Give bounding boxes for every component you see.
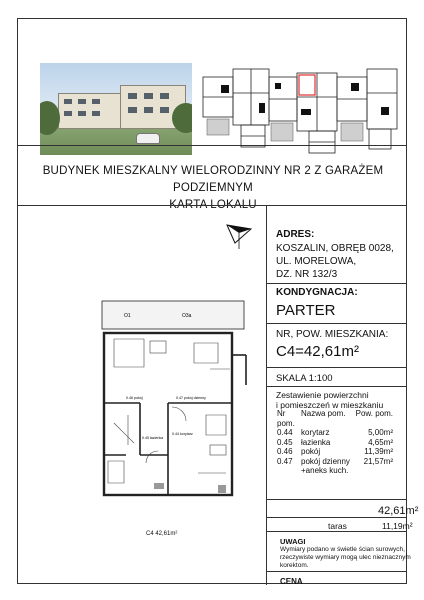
room-number: 0.45 bbox=[277, 437, 293, 447]
room-name-line: +aneks kuch. bbox=[301, 466, 349, 475]
table-header bbox=[276, 409, 394, 428]
room-number: 0.44 bbox=[277, 428, 293, 437]
room-name-line: pokój dzienny bbox=[301, 456, 350, 466]
total-area: 42,61m² bbox=[378, 505, 419, 517]
divider bbox=[266, 531, 406, 532]
building-photo bbox=[40, 63, 192, 155]
unit-label: NR, POW. MIESZKANIA: bbox=[276, 329, 389, 340]
column-header: Nr pom. bbox=[277, 409, 295, 428]
room-name bbox=[300, 457, 353, 476]
divider bbox=[266, 571, 406, 572]
room-area: 11,39m² bbox=[364, 447, 393, 456]
room-label-0-44: 0.44 korytarz bbox=[172, 432, 193, 436]
terrace-label-b: O3a bbox=[182, 313, 192, 319]
table-row bbox=[276, 447, 394, 457]
divider bbox=[266, 499, 406, 500]
document-title: BUDYNEK MIESZKALNY WIELORODZINNY NR 2 Z GARAŻEM PODZIEMNYM bbox=[42, 165, 384, 194]
unit-value: C4=42,61m² bbox=[276, 343, 359, 360]
room-area: 4,65m² bbox=[368, 437, 393, 447]
storey-value: PARTER bbox=[276, 302, 336, 319]
room-number: 0.46 bbox=[277, 447, 293, 456]
room-name: pokój bbox=[301, 447, 321, 456]
notes-text: Wymiary podano w świetle ścian surowych, rzeczywiste wymiary mogą ulec nieznacznym korektom. bbox=[280, 546, 411, 569]
divider bbox=[266, 283, 406, 284]
notes-label: UWAGI bbox=[280, 537, 306, 546]
address-label: ADRES: bbox=[276, 229, 315, 240]
address-line: KOSZALIN, OBRĘB 0028, bbox=[276, 243, 394, 254]
divider bbox=[18, 145, 406, 146]
room-area: 21,57m² bbox=[363, 456, 393, 466]
column-header: Pow. pom. bbox=[355, 409, 393, 418]
terrace-label: taras bbox=[328, 521, 347, 531]
document-subtitle: KARTA LOKALU bbox=[169, 199, 257, 211]
divider bbox=[266, 386, 406, 387]
divider bbox=[266, 367, 406, 368]
column-divider bbox=[266, 205, 267, 585]
table-row bbox=[276, 428, 394, 438]
divider bbox=[18, 205, 406, 206]
terrace-area: 11,19m² bbox=[382, 521, 413, 531]
table-row bbox=[276, 438, 394, 448]
room-label-0-45: 0.45 łazienka bbox=[142, 436, 164, 440]
room-name: korytarz bbox=[301, 428, 330, 437]
room-label-0-46: 0.46 pokój bbox=[126, 396, 143, 400]
table-row bbox=[276, 457, 394, 476]
summary-heading-line: i pomieszczeń w mieszkaniu bbox=[276, 400, 384, 410]
summary-heading-line: Zestawienie powierzchni bbox=[276, 390, 369, 400]
divider bbox=[266, 517, 406, 518]
divider bbox=[266, 323, 406, 324]
scale-label: SKALA 1:100 bbox=[276, 373, 333, 384]
storey-label: KONDYGNACJA: bbox=[276, 287, 358, 298]
address-line: DZ. NR 132/3 bbox=[276, 269, 338, 280]
floor-plan bbox=[98, 295, 250, 519]
terrace-label-a: O1 bbox=[124, 313, 131, 319]
title-block bbox=[18, 163, 408, 214]
document-sheet bbox=[17, 18, 419, 586]
summary-heading bbox=[276, 390, 383, 410]
price-label: CENA bbox=[280, 577, 303, 586]
area-table bbox=[276, 409, 394, 476]
north-arrow-icon bbox=[221, 215, 257, 251]
address-line: UL. MORELOWA, bbox=[276, 256, 357, 267]
room-label-0-47: 0.47 pokój dzienny bbox=[176, 396, 206, 400]
room-area: 5,00m² bbox=[368, 428, 393, 437]
room-number: 0.47 bbox=[277, 456, 293, 466]
column-header: Nazwa pom. bbox=[301, 409, 346, 418]
room-name: łazienka bbox=[301, 437, 331, 447]
plan-caption: C4 42,61m² bbox=[146, 531, 178, 537]
